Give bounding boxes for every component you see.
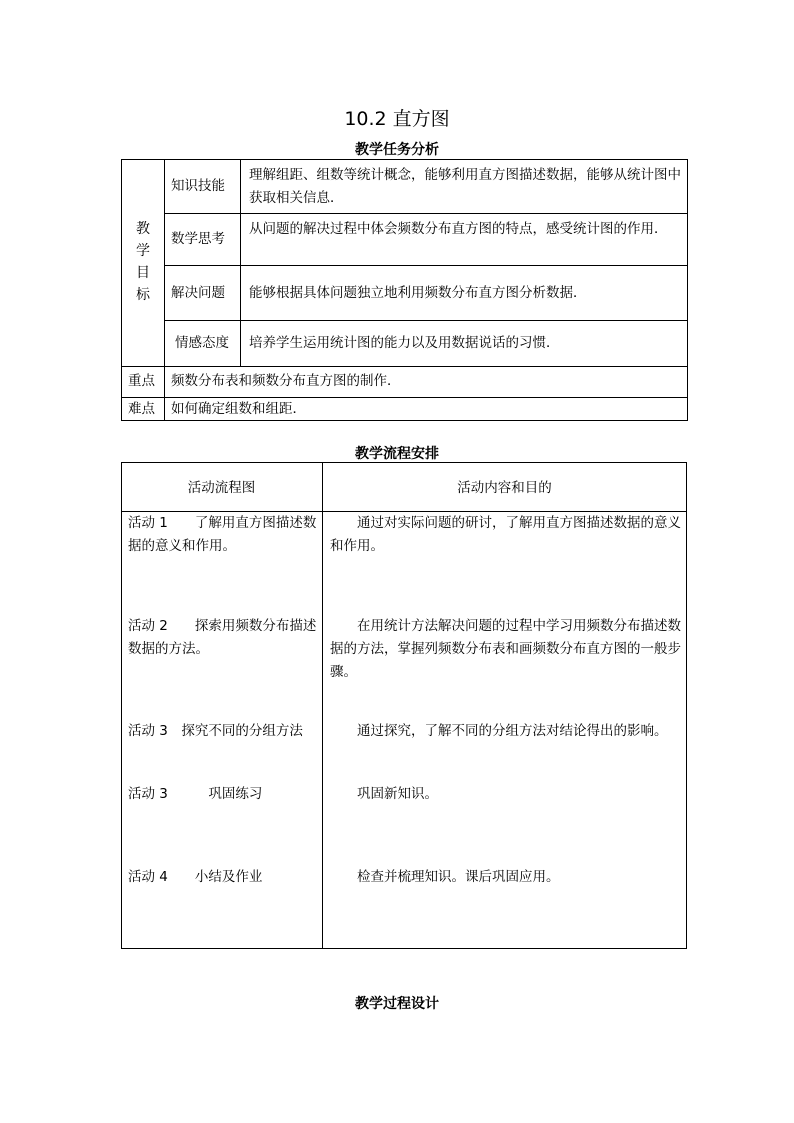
activity-4-content: 检查并梳理知识。课后巩固应用。	[330, 869, 560, 885]
row-divider	[164, 320, 688, 321]
key-point-label: 重点	[128, 373, 155, 389]
goal-label-divider	[164, 159, 165, 366]
difficulty-label: 难点	[128, 401, 155, 417]
activity-3b-name: 活动 3 巩固练习	[128, 786, 263, 802]
goal-text-attitude: 培养学生运用统计图的能力以及用数据说话的习惯．	[249, 335, 560, 351]
flow-col1-header: 活动流程图	[187, 480, 256, 496]
goal-text-knowledge: 理解组距、组数等统计概念，能够利用直方图描述数据，能够从统计图中获取相关信息．	[249, 167, 681, 206]
goal-label-knowledge: 知识技能	[171, 178, 225, 194]
difficulty-text: 如何确定组数和组距．	[171, 401, 306, 417]
activity-1-name: 活动 1 了解用直方图描述数据的意义和作用。	[128, 515, 317, 554]
row-divider	[164, 213, 688, 214]
activity-3-name: 活动 3 探究不同的分组方法	[128, 723, 303, 739]
page-title: 10.2 直方图	[344, 108, 450, 130]
process-heading: 教学过程设计	[355, 996, 439, 1012]
key-label-divider	[164, 366, 165, 421]
column-divider	[322, 462, 323, 949]
activity-2-content: 在用统计方法解决问题的过程中学习用频数分布描述数据的方法，掌握列频数分布表和画频数分布直方图的一般步骤。	[330, 618, 681, 680]
activity-3-content: 通过探究，了解不同的分组方法对结论得出的影响。	[330, 723, 668, 739]
activity-4-name: 活动 4 小结及作业	[128, 869, 263, 885]
goal-label-solving: 解决问题	[171, 285, 225, 301]
activity-2-name: 活动 2 探索用频数分布描述数据的方法。	[128, 618, 317, 657]
goal-type-divider	[240, 159, 241, 366]
goal-text-solving: 能够根据具体问题独立地利用频数分布直方图分析数据．	[249, 285, 587, 301]
flow-col2-header: 活动内容和目的	[457, 480, 552, 496]
task-analysis-heading: 教学任务分析	[355, 142, 439, 158]
goal-label-thinking: 数学思考	[171, 231, 225, 247]
goal-label-attitude: 情感态度	[175, 335, 229, 351]
activity-1-content: 通过对实际问题的研讨，了解用直方图描述数据的意义和作用。	[330, 515, 681, 554]
flow-heading: 教学流程安排	[355, 446, 439, 462]
activity-3b-content: 巩固新知识。	[330, 786, 438, 802]
teaching-goal-label: 教学目标	[136, 221, 150, 303]
key-point-text: 频数分布表和频数分布直方图的制作．	[171, 373, 401, 389]
row-divider	[164, 265, 688, 266]
goal-text-thinking: 从问题的解决过程中体会频数分布直方图的特点，感受统计图的作用．	[249, 221, 668, 237]
row-divider	[121, 366, 688, 367]
